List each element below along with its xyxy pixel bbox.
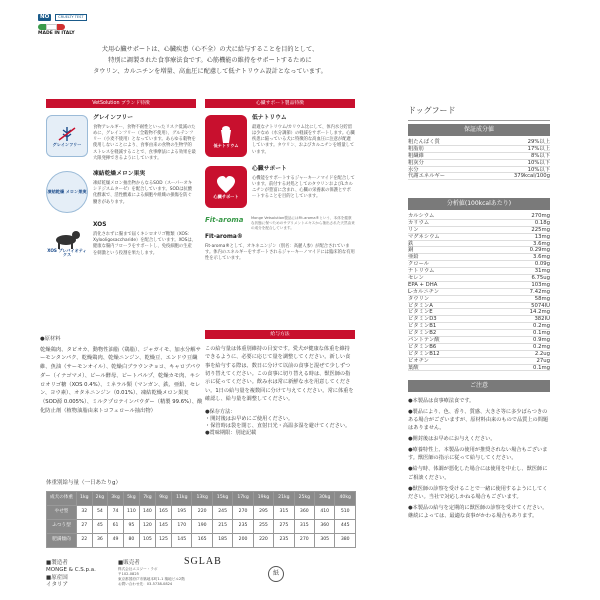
divider bbox=[408, 120, 550, 121]
melon-icon-caption: 凍結乾燥 メロン果実 bbox=[47, 188, 87, 194]
table-cell: 360 bbox=[315, 520, 335, 534]
feature-desc: 食物アレルギー、食物不耐性といったリスク低減のために、グレインフリー（全穀物不使用）、グルテンフリー（小麦不使用）となっています。あらゆる穀物を使用しないことにより、食事由来の食物の生物学的ストレスを軽減することで、食事療法による効果を最大限発揮できるようにしています。 bbox=[93, 124, 196, 161]
nutrient-row bbox=[408, 330, 550, 337]
howto-title: 給与方法 bbox=[205, 330, 355, 339]
origin-label: ■原産国 bbox=[46, 574, 68, 581]
heart-support-icon-caption: 心臓サポート bbox=[213, 193, 239, 199]
nutrient-value: 29%以上 bbox=[527, 139, 550, 145]
origin-name: イタリア bbox=[46, 582, 69, 589]
table-cell: 170 bbox=[172, 520, 192, 534]
maker-block bbox=[46, 560, 96, 590]
analysis-title: 分析値(100kcalあたり) bbox=[408, 198, 550, 210]
weight-header: 13kg bbox=[192, 492, 212, 506]
weight-header: 25kg bbox=[294, 492, 314, 506]
fit-aroma-logo: Fit-aroma bbox=[205, 216, 244, 224]
sglab-logo: SGLAB bbox=[184, 556, 222, 567]
table-cell: 270 bbox=[233, 506, 253, 520]
salt-shaker-icon bbox=[205, 115, 247, 157]
nutrient-name: ビタミンB6 bbox=[408, 343, 437, 350]
table-cell: 145 bbox=[172, 534, 192, 548]
nutrient-value: 2.2ug bbox=[534, 350, 550, 357]
table-cell: 22 bbox=[77, 534, 93, 548]
nutrient-name: ビタミンD3 bbox=[408, 316, 437, 323]
table-cell: 145 bbox=[155, 520, 171, 534]
feature-title: 心臓サポート bbox=[252, 166, 287, 172]
table-cell: 360 bbox=[294, 506, 314, 520]
nutrient-name: 銅 bbox=[408, 247, 414, 254]
nutrient-name: カリウム bbox=[408, 219, 430, 226]
nutrient-row bbox=[408, 296, 550, 303]
nutrient-row bbox=[408, 282, 550, 289]
table-cell: 49 bbox=[108, 534, 124, 548]
fit-aroma-block bbox=[205, 216, 355, 231]
nutrient-row bbox=[408, 241, 550, 248]
fit-aroma-note: Monge Vetsolution製品にはFit-aroma®という、本体を健康な状態に保つためのサプリメントエキスから抽出された天然由来の成分を配合しています。 bbox=[251, 216, 355, 231]
heart-features-title: 心臓サポート製品特徴 bbox=[205, 99, 355, 108]
feature-grainfree bbox=[46, 115, 196, 162]
table-row bbox=[47, 534, 356, 548]
feature-title: 低ナトリウム bbox=[252, 115, 287, 121]
row-label: やせ型 bbox=[47, 506, 77, 520]
nutrient-row bbox=[408, 247, 550, 254]
guarantee-panel bbox=[408, 124, 550, 180]
feature-desc: 消化されずに腸まで届くキシロオリゴ糖類（XOS：Xylooligosaccharide）を配合しています。XOSは、健康な腸内フローラをサポートし、免疫細胞の生産を刺激という役割を果たします。 bbox=[93, 231, 196, 256]
feature-desc: 凍結乾燥メロン抽出物からなるSOD（スーパーオキシドジスムターゼ）を配合しています。SODは抗酸化酵素で、活性酸素による細胞や組織の損傷を防ぐ働きがあります。 bbox=[93, 180, 193, 205]
table-cell: 510 bbox=[335, 506, 356, 520]
table-cell: 61 bbox=[108, 520, 124, 534]
nutrient-name: ビタミンB12 bbox=[408, 350, 440, 357]
feature-title: Fit-aroma® bbox=[205, 234, 243, 241]
nutrient-name: L-カルニチン bbox=[408, 288, 439, 295]
feeding-table-title: 体重別給与量（一日あたりg） bbox=[46, 480, 121, 486]
feeding-table bbox=[46, 491, 356, 548]
nutrient-name: 水分 bbox=[408, 166, 419, 173]
table-cell: 315 bbox=[294, 520, 314, 534]
nutrient-row bbox=[408, 358, 550, 365]
notice-item: ●療養特性上、本製品の使用が推奨されない場合もございます。獣医師の指示に従って給与してください。 bbox=[408, 447, 548, 462]
nutrient-value: 7.42mg bbox=[529, 288, 550, 295]
weight-header: 17kg bbox=[233, 492, 253, 506]
nutrient-value: 13mg bbox=[534, 233, 550, 240]
howto-text: この給与量は体重別維持の目安です。愛犬が健康な体重を維持できるように、必要に応じて量を調整してください。新しい食事を給与する際は、数日に分けて以前の食事と混ぜて少しずつ切り替えてください。この食事に切り替える時は、獣医師の指示に従ってください。飲み水は常に新鮮な水を用意してください。1日の給与量を複数回に分けて与えてください。常に体重を確認し、給与量を調整してください。 bbox=[205, 346, 354, 402]
nutrient-value: 103mg bbox=[531, 281, 550, 288]
feature-fit-aroma bbox=[205, 234, 355, 262]
intro-line: タウリン、カルニチンを増量、高血圧に配慮して低ナトリウム設計となっています。 bbox=[93, 68, 327, 76]
nutrient-row bbox=[408, 227, 550, 234]
nutrient-value: 10%以下 bbox=[527, 166, 550, 173]
table-cell: 380 bbox=[335, 534, 356, 548]
weight-header: 5kg bbox=[123, 492, 139, 506]
table-cell: 410 bbox=[315, 506, 335, 520]
nutrient-value: 0.1mg bbox=[533, 330, 550, 337]
nutrient-name: EPA + DHA bbox=[408, 281, 438, 288]
nutrient-name: ビタミンE bbox=[408, 309, 433, 316]
seller-label: ■販売者 bbox=[118, 560, 140, 566]
table-cell: 140 bbox=[139, 506, 155, 520]
nutrient-value: 382IU bbox=[534, 316, 550, 323]
nutrient-row bbox=[408, 160, 550, 167]
weight-header: 9kg bbox=[155, 492, 171, 506]
notice-item: ●本製品は食事療法食です。 bbox=[408, 398, 475, 404]
dog-xos-icon bbox=[46, 222, 88, 264]
heart-features-panel bbox=[205, 99, 355, 263]
intro-line: 特別に調製された食事療法食です。心筋機能の維持をサポートするために bbox=[108, 57, 312, 65]
table-cell: 125 bbox=[155, 534, 171, 548]
weight-header: 2kg bbox=[92, 492, 108, 506]
nutrient-name: 代謝エネルギー bbox=[408, 173, 446, 180]
table-cell: 235 bbox=[274, 534, 294, 548]
nutrient-name: マグネシウム bbox=[408, 233, 440, 240]
intro-text bbox=[60, 44, 360, 77]
xos-icon-caption: XOS プレバイオティクス bbox=[47, 247, 87, 258]
weight-header: 15kg bbox=[212, 492, 232, 506]
row-label: ふつう型 bbox=[47, 520, 77, 534]
notice-item: ●獣医師の診察を受けることで一緒に使用するようにしてください。当社で対応しかねる場合もございます。 bbox=[408, 485, 548, 500]
nutrient-row bbox=[408, 365, 550, 372]
nutrient-name: タウリン bbox=[408, 295, 430, 302]
table-cell: 305 bbox=[315, 534, 335, 548]
nutrient-value: 225mg bbox=[531, 226, 550, 233]
nutrient-name: 葉酸 bbox=[408, 364, 419, 371]
feature-melon bbox=[46, 171, 196, 213]
nutrient-value: 0.2mg bbox=[533, 343, 550, 350]
nutrient-name: ビタミンB1 bbox=[408, 323, 437, 330]
cruelty-test-label: CRUELTY TEST bbox=[55, 14, 86, 21]
nutrient-name: 粗脂肪 bbox=[408, 145, 424, 152]
nutrient-row bbox=[408, 213, 550, 220]
address-line: 東京都国府戸市築地本町1-1 築地ビル2階 bbox=[118, 577, 185, 582]
nutrient-row bbox=[408, 234, 550, 241]
wheat-icon bbox=[46, 115, 88, 157]
nutrient-row bbox=[408, 254, 550, 261]
nutrient-name: クロール bbox=[408, 261, 430, 268]
weight-header: 40kg bbox=[335, 492, 356, 506]
address-line: 〒102-0825 bbox=[118, 572, 139, 577]
ingredients-title: ●原材料 bbox=[40, 336, 61, 342]
notice-item: ●開封後はお早めにお与えください。 bbox=[408, 436, 496, 443]
feature-desc: Fit-aroma®として、オキネニンジン（別名：高麗人参）が配合されています。体内のエネルギーをサポートされるジャーキーノマイドには臨床的な有用性を示しています。 bbox=[205, 243, 355, 262]
table-cell: 74 bbox=[108, 506, 124, 520]
nutrient-row bbox=[408, 139, 550, 146]
nutrient-row bbox=[408, 220, 550, 227]
nutrient-value: 31mg bbox=[534, 268, 550, 275]
table-cell: 32 bbox=[77, 506, 93, 520]
nutrient-name: 鉄 bbox=[408, 240, 414, 247]
table-cell: 220 bbox=[253, 534, 273, 548]
table-cell: 105 bbox=[139, 534, 155, 548]
nutrient-value: 14.2mg bbox=[529, 309, 550, 316]
table-cell: 200 bbox=[233, 534, 253, 548]
table-cell: 45 bbox=[92, 520, 108, 534]
feature-title: グレインフリー bbox=[93, 115, 134, 121]
feeding-header-label: 成犬の体重 bbox=[47, 492, 77, 506]
melon-icon bbox=[46, 171, 88, 213]
nutrient-row bbox=[408, 351, 550, 358]
table-cell: 165 bbox=[192, 534, 212, 548]
brand-features-title: VetSolution ブランド特徴 bbox=[46, 99, 196, 108]
expiry-text: ●賞味期限：別途記載 bbox=[205, 430, 257, 437]
nutrient-value: 0.1mg bbox=[533, 364, 550, 371]
weight-header: 30kg bbox=[315, 492, 335, 506]
nutrient-row bbox=[408, 153, 550, 160]
brand-features-panel bbox=[46, 99, 196, 264]
nutrient-row bbox=[408, 146, 550, 153]
nutrient-value: 270mg bbox=[531, 213, 550, 219]
nutrient-row bbox=[408, 337, 550, 344]
notice-item: ●本製品の給与を定期的に獣医師の診察を受けてください。継続によっては、最適な食事がかわる場合もあります。 bbox=[408, 504, 548, 519]
nutrient-name: ビタミンB2 bbox=[408, 330, 437, 337]
feature-title: XOS bbox=[93, 222, 107, 229]
nutrient-value: 379kcal/100g bbox=[513, 173, 550, 180]
nutrient-row bbox=[408, 268, 550, 275]
category-title: ドッグフード bbox=[408, 106, 456, 115]
nutrient-row bbox=[408, 344, 550, 351]
table-cell: 190 bbox=[192, 520, 212, 534]
table-cell: 95 bbox=[123, 520, 139, 534]
table-cell: 110 bbox=[123, 506, 139, 520]
made-in-italy: MADE IN ITALY bbox=[38, 31, 75, 36]
table-cell: 54 bbox=[92, 506, 108, 520]
heart-icon bbox=[205, 166, 247, 208]
nutrient-value: 0.18g bbox=[534, 219, 550, 226]
nutrient-row bbox=[408, 173, 550, 180]
nutrient-value: 10%以下 bbox=[527, 159, 550, 166]
maker-name: MONGE & C.S.p.a. bbox=[46, 567, 96, 574]
nutrient-value: 3.6mg bbox=[533, 254, 550, 261]
table-cell: 185 bbox=[212, 534, 232, 548]
table-cell: 255 bbox=[253, 520, 273, 534]
address-line: お問い合わせ先：03-5738-0824 bbox=[118, 581, 173, 586]
paper-recycle-icon: 紙 bbox=[268, 566, 284, 582]
feature-xos bbox=[46, 222, 196, 264]
notice-item: ●給与時、体調が悪化した場合には使用を中止し、獣医師にご相談ください。 bbox=[408, 466, 548, 481]
ingredients-text: 乾燥鶏肉、タピオカ、動物性油脂（鶏脂）、ジャガイモ、加水分解サーモンタンパク、乾燥鶏肉、乾燥ニンジン、乾燥豆、エンドウ豆繊維、魚油（サーモンオイル）、乾燥白ブラウンチョコ、キャロブパウダー（イナゴマメ）、ビール酵母、ビートパルプ、乾燥カモ肉、キシロオリゴ糖（XOS 0.4%）、ミネラル類（マンガン、鉄、亜鉛、セレン、ヨウ素）、オタネニンジン（0.01%）、凍結乾燥メロン果実（SOD源 0.005%）、ミルクプロテインパウダー（精製 99.6%）、酸化防止剤（植物油脂由来トコフェロール抽出物） bbox=[40, 346, 203, 414]
feature-low-sodium bbox=[205, 115, 355, 157]
nutrient-name: リン bbox=[408, 226, 419, 233]
table-cell: 275 bbox=[274, 520, 294, 534]
table-cell: 27 bbox=[77, 520, 93, 534]
nutrient-value: 58mg bbox=[534, 295, 550, 302]
table-cell: 80 bbox=[123, 534, 139, 548]
weight-header: 1kg bbox=[77, 492, 93, 506]
table-cell: 235 bbox=[233, 520, 253, 534]
nutrient-name: 粗繊維 bbox=[408, 152, 424, 159]
table-cell: 295 bbox=[253, 506, 273, 520]
italy-flag-icon bbox=[38, 24, 65, 30]
nutrient-value: 8%以下 bbox=[531, 152, 550, 159]
nutrient-name: 粗たんぱく質 bbox=[408, 139, 440, 145]
table-cell: 445 bbox=[335, 520, 356, 534]
nutrient-value: 0.29mg bbox=[529, 247, 550, 254]
table-cell: 165 bbox=[155, 506, 171, 520]
nutrient-value: 0.09g bbox=[534, 261, 550, 268]
feature-heart-support bbox=[205, 166, 355, 208]
weight-header: 7kg bbox=[139, 492, 155, 506]
nutrient-name: ビタミンA bbox=[408, 302, 433, 309]
nutrient-value: 17%以上 bbox=[527, 145, 550, 152]
nutrient-value: 0.9mg bbox=[533, 337, 550, 344]
seller-block bbox=[118, 560, 185, 587]
no-label: NO bbox=[40, 14, 50, 20]
company-name: 株式会社エスジー・ラボ bbox=[118, 567, 158, 572]
table-cell: 315 bbox=[274, 506, 294, 520]
table-cell: 270 bbox=[294, 534, 314, 548]
weight-header: 19kg bbox=[253, 492, 273, 506]
table-cell: 245 bbox=[212, 506, 232, 520]
nutrient-value: 6.75ug bbox=[531, 275, 550, 282]
notice-panel bbox=[408, 380, 550, 523]
nutrient-name: カルシウム bbox=[408, 213, 435, 219]
feeding-header-row bbox=[47, 492, 356, 506]
weight-header: 3kg bbox=[108, 492, 124, 506]
table-cell: 195 bbox=[172, 506, 192, 520]
feature-desc: 最適なナトリウム/カリウム比にして、体内水分貯留は少なめ（水分調節）の軽減をサポートします。心臓疾患に陥っている犬に特徴的な高血圧に注意が配慮しています。タウリン、およびカルニチンを増量しています。 bbox=[252, 124, 355, 155]
nutrient-name: 粗灰分 bbox=[408, 159, 424, 166]
nutrient-row bbox=[408, 275, 550, 282]
analysis-panel bbox=[408, 198, 550, 371]
feature-title: 凍結乾燥メロン果実 bbox=[93, 171, 146, 178]
nutrient-value: 27ug bbox=[536, 357, 550, 364]
storage-title: ●保存方法： bbox=[205, 409, 236, 416]
notice-title: ご注意 bbox=[408, 380, 550, 392]
row-label: 肥満傾向 bbox=[47, 534, 77, 548]
nutrient-name: セレン bbox=[408, 275, 424, 282]
notice-item: ●製品により、色、香り、質感、大きさ等に多少ばらつきのある場合がございますが、原材料由来のもので品質上の問題はありません。 bbox=[408, 409, 549, 432]
nutrient-name: 亜鉛 bbox=[408, 254, 419, 261]
nutrient-value: 0.2mg bbox=[533, 323, 550, 330]
table-row bbox=[47, 506, 356, 520]
nutrient-name: パントテン酸 bbox=[408, 337, 440, 344]
feature-desc: 心機能をサポートするジャーキーノマイドを配合しています。前付する対処としてのタウリンおよびLカルニチンが豊富に含まれ、心臓の栄養素の保護とサポートすることを目的としています。 bbox=[252, 175, 355, 200]
table-cell: 36 bbox=[92, 534, 108, 548]
grainfree-icon-caption: グレインフリー bbox=[52, 141, 82, 147]
table-cell: 120 bbox=[139, 520, 155, 534]
weight-header: 21kg bbox=[274, 492, 294, 506]
intro-line: 犬用心臓サポートは、心臓疾患（心不全）の犬に給与することを目的として、 bbox=[101, 46, 319, 53]
no-cruelty-badge bbox=[38, 14, 87, 21]
nutrient-value: 3.6mg bbox=[533, 240, 550, 247]
storage-line: ・開封後はお早めにご使用ください。 bbox=[205, 416, 294, 423]
guarantee-title: 保証成分値 bbox=[408, 124, 550, 136]
nutrient-name: ビオチン bbox=[408, 357, 429, 364]
table-cell: 220 bbox=[192, 506, 212, 520]
nutrient-row bbox=[408, 289, 550, 296]
maker-label: ■製造者 bbox=[46, 560, 68, 566]
storage-line: ・保管時は袋を閉じ、直射日光・高温多湿を避けてください。 bbox=[205, 423, 351, 430]
low-sodium-icon-caption: 低ナトリウム bbox=[213, 142, 239, 148]
ingredients bbox=[40, 335, 205, 416]
nutrient-name: ナトリウム bbox=[408, 268, 435, 275]
nutrient-value: 5074IU bbox=[531, 302, 550, 309]
howto-panel bbox=[205, 330, 355, 437]
table-row bbox=[47, 520, 356, 534]
weight-header: 11kg bbox=[172, 492, 192, 506]
table-cell: 215 bbox=[212, 520, 232, 534]
